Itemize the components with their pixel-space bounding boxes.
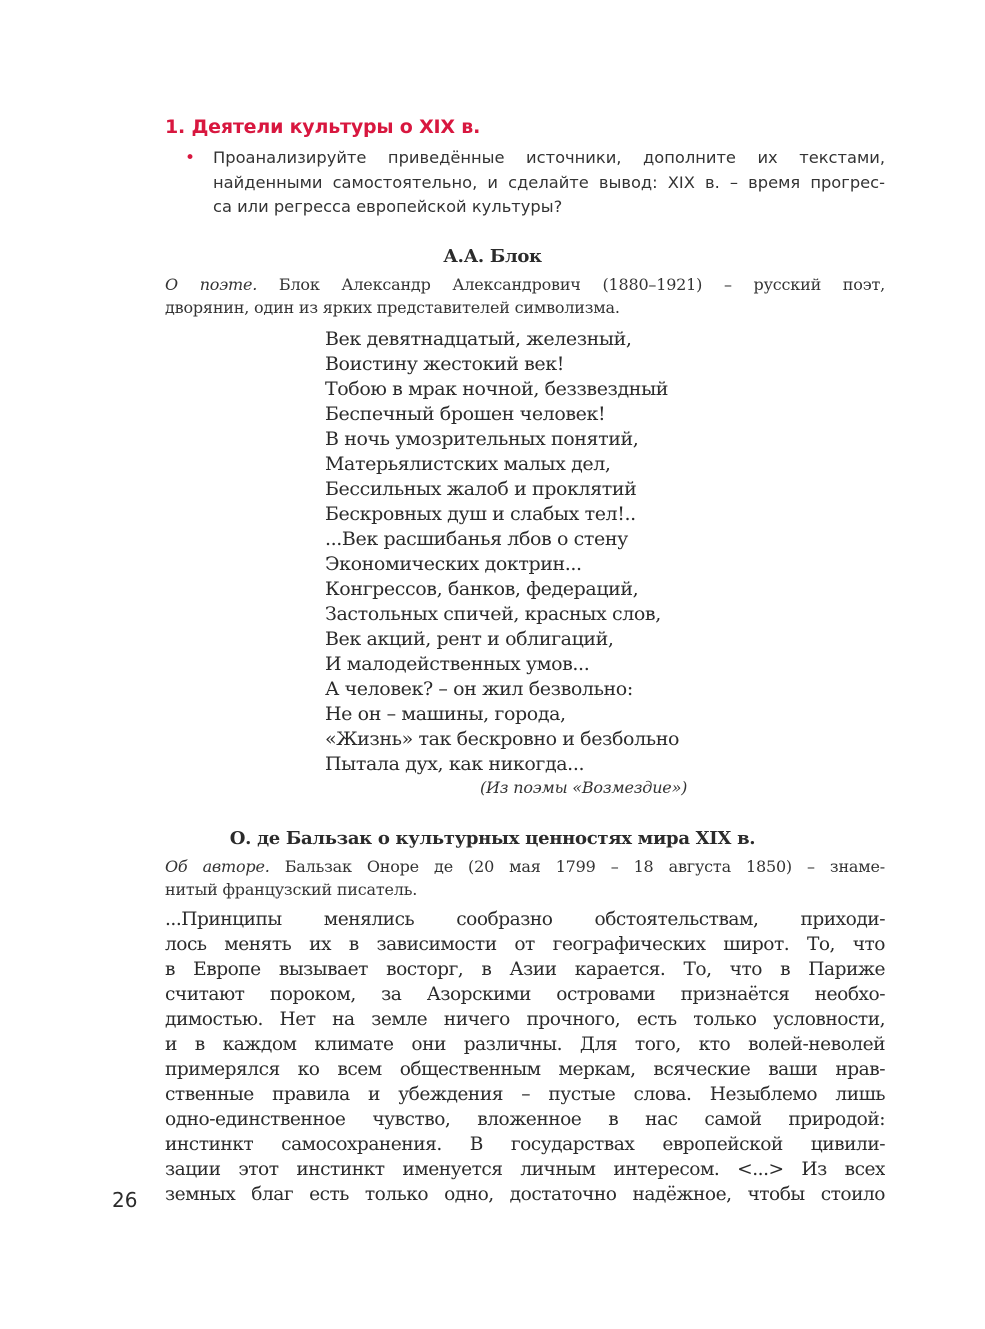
poem-line: И малодейственных умов... bbox=[325, 653, 590, 675]
quote-line: одно-единственное чувство, вложенное в нас самой природой: bbox=[165, 1109, 885, 1130]
poem-line: Воистину жестокий век! bbox=[325, 353, 564, 375]
quote-line: инстинкт самосохранения. В государствах европейской цивили- bbox=[165, 1134, 885, 1155]
poem-line: Тобою в мрак ночной, беззвездный bbox=[325, 378, 669, 400]
poem-line: Не он – машины, города, bbox=[325, 703, 566, 725]
poem-line: А человек? – он жил безвольно: bbox=[325, 678, 633, 700]
quote-line: и в каждом климате они различны. Для того, кто волей-неволей bbox=[165, 1034, 885, 1055]
balzac-about-line bbox=[165, 856, 885, 879]
quote-line: ...Принципы менялись сообразно обстоятельствам, приходи- bbox=[165, 909, 885, 930]
about-label: О поэте. bbox=[165, 275, 258, 294]
balzac-about bbox=[165, 856, 885, 901]
poem-line: Экономических доктрин... bbox=[325, 553, 582, 575]
poem-line: Беспечный брошен человек! bbox=[325, 403, 606, 425]
task-line: са или регресса европейской культуры? bbox=[213, 197, 563, 216]
quote-line: земных благ есть только одно, достаточно надёжное, чтобы стоило bbox=[165, 1184, 885, 1205]
quote-line: ственные правила и убеждения – пустые слова. Незыблемо лишь bbox=[165, 1084, 885, 1105]
balzac-heading: О. де Бальзак о культурных ценностях мира XIX в. bbox=[229, 828, 756, 849]
bullet-icon: • bbox=[185, 148, 196, 168]
section-heading: 1. Деятели культуры о XIX в. bbox=[165, 116, 481, 138]
poem-line: Век девятнадцатый, железный, bbox=[325, 328, 632, 350]
task-line: найденными самостоятельно, и сделайте вывод: XIX в. – время прогрес- bbox=[213, 172, 885, 192]
poem-source: (Из поэмы «Возмездие») bbox=[480, 778, 688, 797]
quote-line: лось менять их в зависимости от географических широт. То, что bbox=[165, 934, 885, 955]
balzac-quote bbox=[165, 907, 885, 1207]
about-text: Блок Александр Александрович (1880–1921) – русский поэт, bbox=[257, 275, 885, 294]
balzac-about-line: нитый французский писатель. bbox=[165, 879, 418, 899]
quote-line: в Европе вызывает восторг, в Азии карается. То, что в Париже bbox=[165, 959, 885, 980]
poem-line: Век акций, рент и облигаций, bbox=[325, 628, 614, 650]
about-label: Об авторе. bbox=[165, 857, 270, 876]
poem-line: В ночь умозрительных понятий, bbox=[325, 428, 639, 450]
quote-line: считают пороком, за Азорскими островами признаётся необхо- bbox=[165, 984, 885, 1005]
poem-line: ...Век расшибанья лбов о стену bbox=[325, 528, 628, 550]
blok-heading: А.А. Блок bbox=[443, 246, 542, 267]
task-line: Проанализируйте приведённые источники, дополните их текстами, bbox=[213, 148, 885, 167]
poem-line: Застольных спичей, красных слов, bbox=[325, 603, 661, 625]
blok-about-line: дворянин, один из ярких представителей символизма. bbox=[165, 297, 620, 317]
quote-line: зации этот инстинкт именуется личным интересом. <...> Из всех bbox=[165, 1159, 885, 1180]
blok-poem bbox=[325, 327, 679, 777]
about-text: Бальзак Оноре де (20 мая 1799 – 18 августа 1850) – знаме- bbox=[269, 857, 885, 876]
page-number: 26 bbox=[112, 1188, 138, 1212]
blok-about-line bbox=[165, 274, 885, 297]
blok-about bbox=[165, 274, 885, 319]
poem-line: Матерьялистских малых дел, bbox=[325, 453, 611, 475]
poem-line: «Жизнь» так бескровно и безбольно bbox=[325, 728, 680, 750]
task-instruction bbox=[185, 146, 885, 220]
poem-line: Конгрессов, банков, федераций, bbox=[325, 578, 639, 600]
poem-line: Пытала дух, как никогда... bbox=[325, 753, 585, 775]
poem-line: Бессильных жалоб и проклятий bbox=[325, 478, 637, 500]
quote-line: димостью. Нет на земле ничего прочного, есть только условности, bbox=[165, 1009, 885, 1030]
poem-line: Бескровных душ и слабых тел!.. bbox=[325, 503, 636, 525]
quote-line: примерялся ко всем общественным меркам, всяческие ваши нрав- bbox=[165, 1059, 885, 1080]
